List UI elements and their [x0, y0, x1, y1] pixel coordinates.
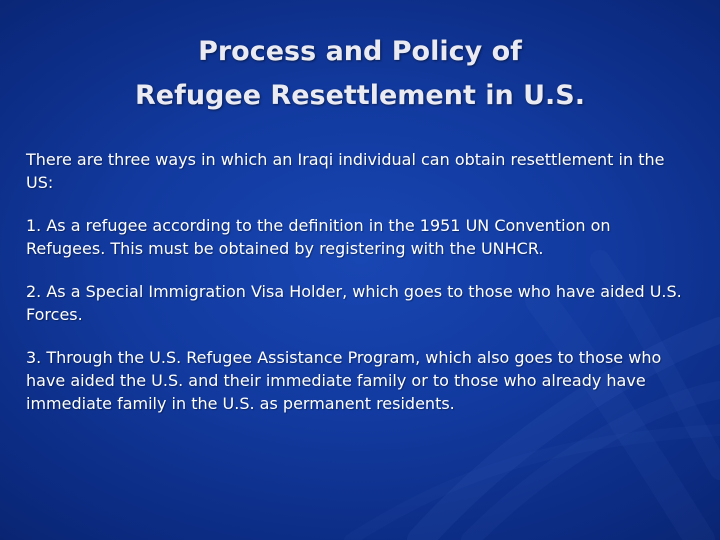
- slide-body: [26, 148, 692, 435]
- slide-title-line-1: Process and Policy of: [198, 36, 522, 67]
- slide-title: [40, 30, 680, 118]
- point-3-paragraph: 3. Through the U.S. Refugee Assistance Program, which also goes to those who have aided the U.S. and their immediate family or to those who already have immediate family in the U.S. as permanent residents.: [26, 348, 662, 413]
- slide-title-line-2: Refugee Resettlement in U.S.: [134, 80, 586, 111]
- point-2-paragraph: 2. As a Special Immigration Visa Holder, which goes to those who have aided U.S. Forces.: [26, 282, 682, 324]
- intro-paragraph: There are three ways in which an Iraqi individual can obtain resettlement in the US:: [26, 150, 665, 192]
- point-1-paragraph: 1. As a refugee according to the definition in the 1951 UN Convention on Refugees. This must be obtained by registering with the UNHCR.: [26, 216, 611, 258]
